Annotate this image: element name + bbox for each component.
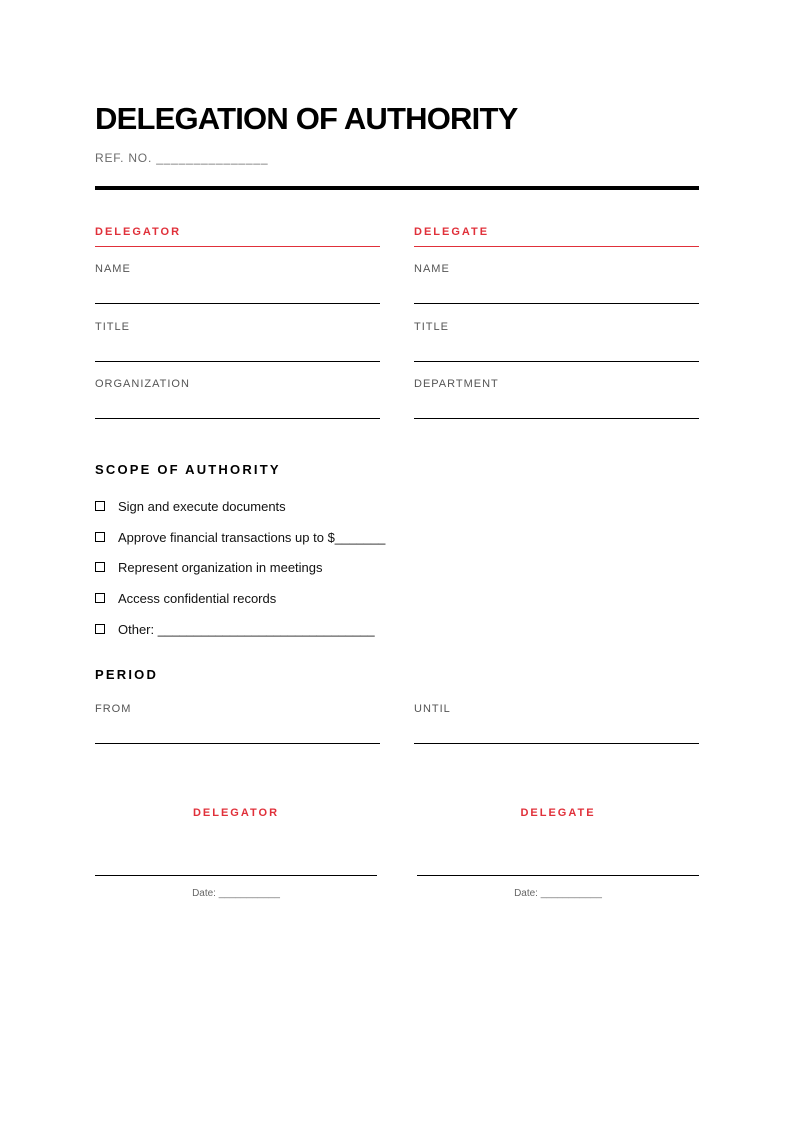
delegate-heading-rule bbox=[414, 246, 699, 247]
period-until-label: UNTIL bbox=[414, 703, 451, 715]
delegate-title-field[interactable] bbox=[414, 361, 699, 362]
checkbox[interactable] bbox=[95, 562, 105, 572]
delegator-name-label: NAME bbox=[95, 263, 131, 275]
scope-item-label: Represent organization in meetings bbox=[118, 559, 323, 575]
scope-item-label: Other: ______________________________ bbox=[118, 621, 375, 637]
delegate-department-label: DEPARTMENT bbox=[414, 378, 499, 390]
scope-item-other[interactable] bbox=[95, 620, 375, 638]
delegate-department-field[interactable] bbox=[414, 418, 699, 419]
scope-item-label: Approve financial transactions up to $_______ bbox=[118, 529, 386, 545]
scope-item-label: Access confidential records bbox=[118, 590, 277, 606]
checkbox[interactable] bbox=[95, 532, 105, 542]
delegator-signature-date[interactable]: Date: ___________ bbox=[192, 888, 280, 899]
checkbox[interactable] bbox=[95, 624, 105, 634]
checkbox[interactable] bbox=[95, 593, 105, 603]
delegator-organization-label: ORGANIZATION bbox=[95, 378, 190, 390]
scope-item-label: Sign and execute documents bbox=[118, 498, 286, 514]
delegator-name-field[interactable] bbox=[95, 303, 380, 304]
delegate-signature-line[interactable] bbox=[417, 875, 699, 876]
period-heading: PERIOD bbox=[95, 667, 159, 682]
scope-item-access-records[interactable] bbox=[95, 589, 276, 607]
delegator-title-label: TITLE bbox=[95, 321, 130, 333]
delegate-title-label: TITLE bbox=[414, 321, 449, 333]
scope-item-represent-organization[interactable] bbox=[95, 558, 323, 576]
delegator-signature-line[interactable] bbox=[95, 875, 377, 876]
reference-number[interactable]: REF. NO. _______________ bbox=[95, 151, 269, 165]
delegator-signature-heading: DELEGATOR bbox=[192, 807, 280, 819]
delegate-signature-date[interactable]: Date: ___________ bbox=[514, 888, 602, 899]
scope-item-approve-financial[interactable] bbox=[95, 528, 385, 546]
checkbox[interactable] bbox=[95, 501, 105, 511]
delegator-heading: DELEGATOR bbox=[95, 226, 182, 238]
header-divider bbox=[95, 186, 699, 190]
delegator-heading-rule bbox=[95, 246, 380, 247]
period-from-field[interactable] bbox=[95, 743, 380, 744]
delegator-organization-field[interactable] bbox=[95, 418, 380, 419]
scope-item-sign-documents[interactable] bbox=[95, 497, 286, 515]
period-until-field[interactable] bbox=[414, 743, 699, 744]
page-title: DELEGATION OF AUTHORITY bbox=[95, 101, 518, 136]
delegate-name-field[interactable] bbox=[414, 303, 699, 304]
delegate-name-label: NAME bbox=[414, 263, 450, 275]
period-from-label: FROM bbox=[95, 703, 132, 715]
delegator-title-field[interactable] bbox=[95, 361, 380, 362]
delegate-heading: DELEGATE bbox=[414, 226, 490, 238]
delegate-signature-heading: DELEGATE bbox=[520, 807, 596, 819]
scope-heading: SCOPE OF AUTHORITY bbox=[95, 462, 281, 477]
